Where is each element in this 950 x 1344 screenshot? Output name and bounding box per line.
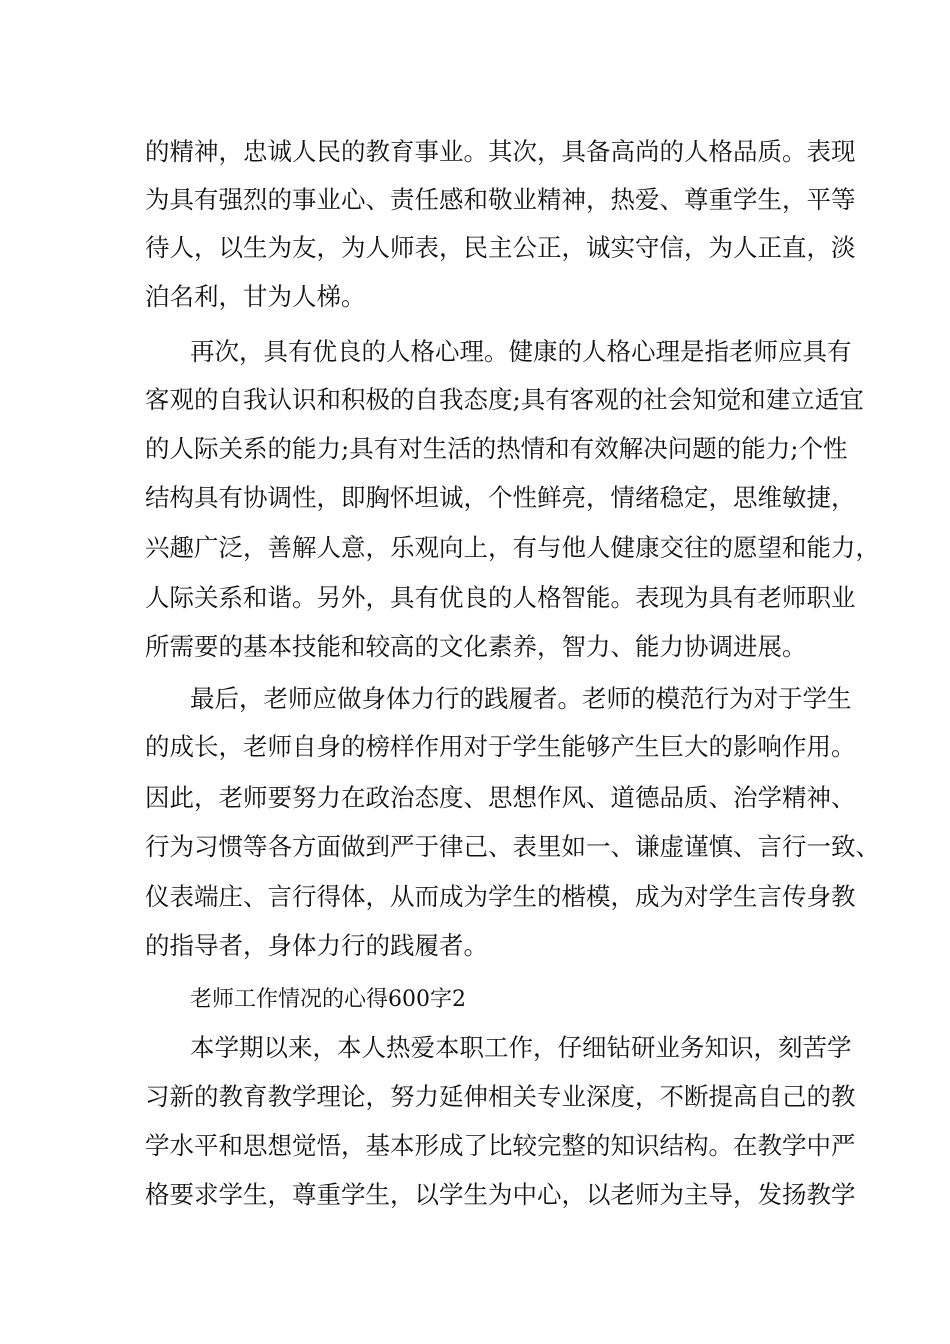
paragraph-1-line-4: 泊名利，甘为人梯。 bbox=[145, 282, 366, 311]
paragraph-4-line-3: 学水平和思想觉悟，基本形成了比较完整的知识结构。在教学中严 bbox=[145, 1131, 856, 1160]
paragraph-2-line-4: 结构具有协调性，即胸怀坦诚，个性鲜亮，情绪稳定，思维敏捷， bbox=[145, 483, 856, 512]
paragraph-2-line-1: 再次，具有优良的人格心理。健康的人格心理是指老师应具有 bbox=[190, 337, 852, 366]
paragraph-1-line-1: 的精神，忠诚人民的教育事业。其次，具备高尚的人格品质。表现 bbox=[145, 137, 856, 166]
paragraph-3-line-3: 因此，老师要努力在政治态度、思想作风、道德品质、治学精神、 bbox=[145, 783, 856, 812]
paragraph-2-line-5: 兴趣广泛，善解人意，乐观向上，有与他人健康交往的愿望和能力， bbox=[145, 533, 880, 562]
paragraph-3-line-4: 行为习惯等各方面做到严于律己、表里如一、谦虚谨慎、言行一致、 bbox=[145, 832, 880, 861]
paragraph-3-line-6: 的指导者，身体力行的践履者。 bbox=[145, 931, 488, 960]
paragraph-2-line-6: 人际关系和谐。另外，具有优良的人格智能。表现为具有老师职业 bbox=[145, 583, 856, 612]
paragraph-3-line-1: 最后，老师应做身体力行的践履者。老师的模范行为对于学生 bbox=[190, 684, 852, 713]
paragraph-2-line-7: 所需要的基本技能和较高的文化素养，智力、能力协调进展。 bbox=[145, 632, 807, 661]
paragraph-1-line-3: 待人，以生为友，为人师表，民主公正，诚实守信，为人正直，淡 bbox=[145, 233, 856, 262]
paragraph-3-line-2: 的成长，老师自身的榜样作用对于学生能够产生巨大的影响作用。 bbox=[145, 732, 856, 761]
paragraph-3-line-5: 仪表端庄、言行得体，从而成为学生的楷模，成为对学生言传身教 bbox=[145, 882, 856, 911]
paragraph-4-line-2: 习新的教育教学理论，努力延伸相关专业深度，不断提高自己的教 bbox=[145, 1082, 856, 1111]
paragraph-1-line-2: 为具有强烈的事业心、责任感和敬业精神，热爱、尊重学生，平等 bbox=[145, 185, 856, 214]
paragraph-2-line-2: 客观的自我认识和积极的自我态度;具有客观的社会知觉和建立适宜 bbox=[145, 385, 864, 414]
section-heading: 老师工作情况的心得600字2 bbox=[190, 987, 466, 1012]
paragraph-2-line-3: 的人际关系的能力;具有对生活的热情和有效解决问题的能力;个性 bbox=[145, 434, 848, 463]
paragraph-4-line-1: 本学期以来，本人热爱本职工作，仔细钻研业务知识，刻苦学 bbox=[190, 1033, 852, 1062]
paragraph-4-line-4: 格要求学生，尊重学生，以学生为中心，以老师为主导，发扬教学 bbox=[145, 1180, 856, 1209]
